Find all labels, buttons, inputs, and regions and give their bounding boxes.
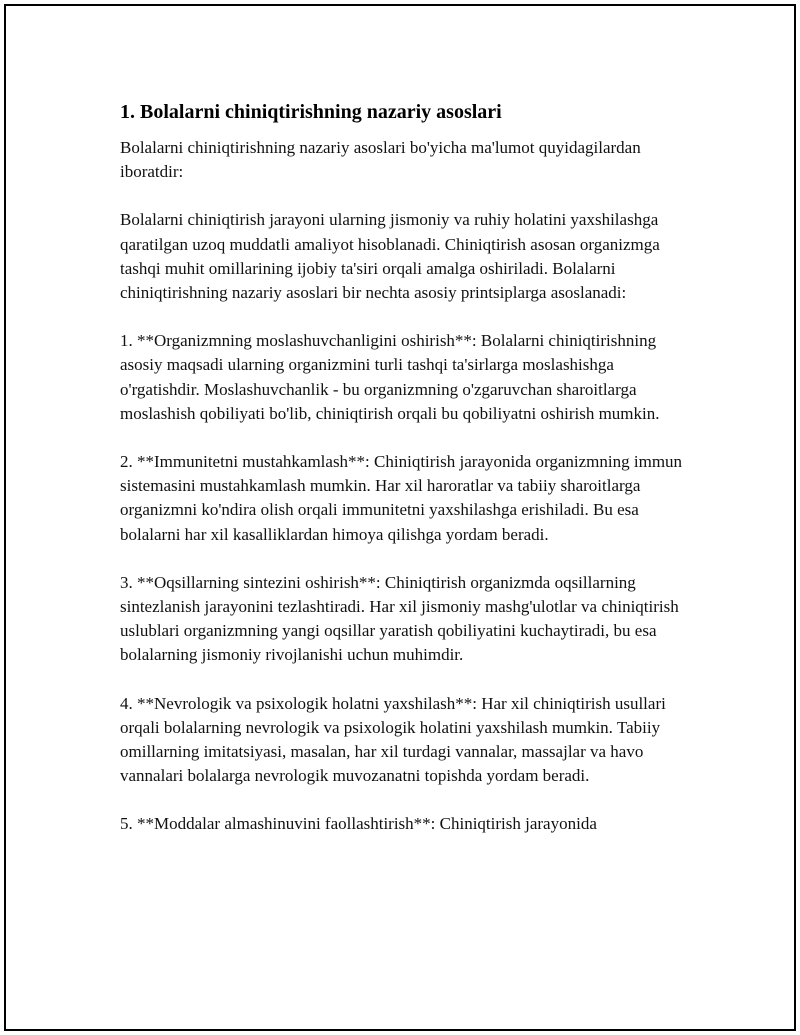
document-content: [120, 98, 695, 861]
overview-paragraph: Bolalarni chiniqtirish jarayoni ularning jismoniy va ruhiy holatini yaxshilashga qaratilgan uzoq muddatli amaliyot hisoblanadi. Chiniqtirish asosan organizmga tashqi muhit omillarining ijobiy ta'siri orqali amalga oshiriladi. Bolalarni chiniqtirishning nazariy asoslari bir nechta asosiy printsiplarga asoslanadi:: [120, 210, 660, 303]
page-frame: [4, 4, 796, 1031]
principle-3-paragraph: 3. **Oqsillarning sintezini oshirish**: Chiniqtirish organizmda oqsillarning sintezlanish jarayonini tezlashtiradi. Har xil jismoniy mashg'ulotlar va chiniqtirish uslublari organizmning yangi oqsillar yaratish qobiliyatini kuchaytiradi, bu esa bolalarning jismoniy rivojlanishi uchun muhimdir.: [120, 572, 679, 665]
section-title: 1. Bolalarni chiniqtirishning nazariy asoslari: [120, 101, 502, 123]
principle-2-paragraph: 2. **Immunitetni mustahkamlash**: Chiniqtirish jarayonida organizmning immun sistemasini mustahkamlash mumkin. Har xil haroratlar va tabiiy sharoitlarga organizmni ko'ndira olish orqali immunitetni yaxshilashga erishiladi. Bu esa bolalarni har xil kasalliklardan himoya qilishga yordam beradi.: [120, 452, 683, 544]
principle-5-paragraph: 5. **Moddalar almashinuvini faollashtirish**: Chiniqtirish jarayonida: [120, 814, 597, 834]
principle-4-paragraph: 4. **Nevrologik va psixologik holatni yaxshilash**: Har xil chiniqtirish usullari orqali bolalarning nevrologik va psixologik holatini yaxshilash mumkin. Tabiiy omillarning imitatsiyasi, masalan, har xil turdagi vannalar, massajlar va havo vannalari bolalarga nevrologik muvozanatni topishda yordam beradi.: [120, 693, 666, 786]
principle-1-paragraph: 1. **Organizmning moslashuvchanligini oshirish**: Bolalarni chiniqtirishning asosiy maqsadi ularning organizmini turli tashqi ta'sirlarga moslashishga o'rgatishdir. Moslashuvchanlik - bu organizmning o'zgaruvchan sharoitlarga moslashish qobiliyati bo'lib, chiniqtirish orqali bu qobiliyatni oshirish mumkin.: [120, 331, 660, 423]
intro-paragraph: Bolalarni chiniqtirishning nazariy asoslari bo'yicha ma'lumot quyidagilardan iboratdir:: [120, 138, 641, 182]
